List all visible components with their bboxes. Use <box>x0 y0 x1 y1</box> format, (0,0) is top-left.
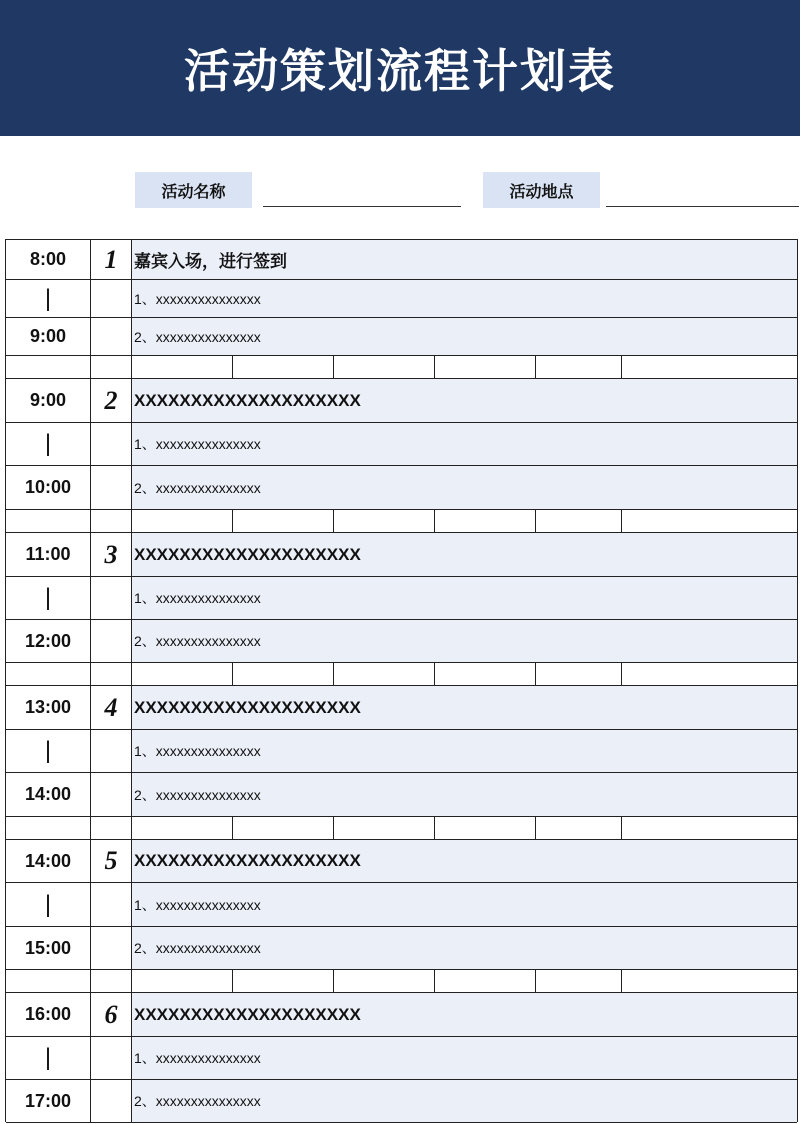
spacer-cell <box>334 356 435 378</box>
spacer-cell <box>6 510 91 532</box>
start-time: 9:00 <box>6 379 91 422</box>
schedule-row-heading <box>6 686 797 730</box>
spacer-cell <box>6 970 91 992</box>
number-cell <box>91 883 132 926</box>
step-number: 2 <box>91 379 132 422</box>
number-cell <box>91 773 132 816</box>
step-item[interactable]: 2、xxxxxxxxxxxxxxx <box>132 620 797 662</box>
step-number: 4 <box>91 686 132 729</box>
spacer-cell <box>233 510 334 532</box>
spacer-cell <box>132 356 233 378</box>
schedule-row-item <box>6 318 797 356</box>
number-cell <box>91 577 132 619</box>
spacer-cell <box>334 663 435 685</box>
schedule-row-heading <box>6 993 797 1037</box>
number-cell <box>91 730 132 772</box>
spacer-row <box>6 970 797 993</box>
spacer-cell <box>435 663 536 685</box>
step-heading[interactable]: XXXXXXXXXXXXXXXXXXXX <box>132 379 797 422</box>
step-item[interactable]: 1、xxxxxxxxxxxxxxx <box>132 577 797 619</box>
schedule-table <box>5 239 798 1122</box>
schedule-row-heading <box>6 533 797 577</box>
spacer-cell <box>6 663 91 685</box>
step-heading[interactable]: XXXXXXXXXXXXXXXXXXXX <box>132 533 797 576</box>
spacer-cell <box>622 510 797 532</box>
spacer-cell <box>132 663 233 685</box>
number-cell <box>91 423 132 465</box>
spacer-row <box>6 663 797 686</box>
schedule-row-item <box>6 773 797 817</box>
spacer-cell <box>622 970 797 992</box>
spacer-cell <box>435 970 536 992</box>
time-separator: | <box>6 577 91 619</box>
number-cell <box>91 318 132 355</box>
start-time: 14:00 <box>6 840 91 882</box>
number-cell <box>91 927 132 969</box>
number-cell <box>91 1080 132 1122</box>
start-time: 11:00 <box>6 533 91 576</box>
schedule-row-heading <box>6 379 797 423</box>
time-separator: | <box>6 730 91 772</box>
schedule-row-item <box>6 620 797 663</box>
activity-place-field[interactable] <box>606 206 799 207</box>
step-number: 6 <box>91 993 132 1036</box>
schedule-row-item <box>6 280 797 318</box>
step-item[interactable]: 2、xxxxxxxxxxxxxxx <box>132 466 797 509</box>
step-item[interactable]: 2、xxxxxxxxxxxxxxx <box>132 318 797 355</box>
spacer-cell <box>233 970 334 992</box>
spacer-cell <box>536 970 622 992</box>
time-separator: | <box>6 1037 91 1079</box>
spacer-cell <box>6 356 91 378</box>
page-title: 活动策划流程计划表 <box>184 44 616 98</box>
end-time: 12:00 <box>6 620 91 662</box>
schedule-row-heading <box>6 840 797 883</box>
step-number: 5 <box>91 840 132 882</box>
spacer-cell <box>536 510 622 532</box>
spacer-cell <box>622 817 797 839</box>
spacer-cell <box>91 510 132 532</box>
spacer-cell <box>435 510 536 532</box>
schedule-row-item <box>6 466 797 510</box>
end-time: 17:00 <box>6 1080 91 1122</box>
spacer-cell <box>622 356 797 378</box>
spacer-cell <box>622 663 797 685</box>
spacer-cell <box>334 510 435 532</box>
end-time: 15:00 <box>6 927 91 969</box>
schedule-row-heading <box>6 240 797 280</box>
step-item[interactable]: 2、xxxxxxxxxxxxxxx <box>132 773 797 816</box>
spacer-cell <box>91 356 132 378</box>
number-cell <box>91 1037 132 1079</box>
end-time: 10:00 <box>6 466 91 509</box>
spacer-cell <box>132 510 233 532</box>
spacer-row <box>6 817 797 840</box>
step-item[interactable]: 1、xxxxxxxxxxxxxxx <box>132 883 797 926</box>
start-time: 8:00 <box>6 240 91 279</box>
step-item[interactable]: 1、xxxxxxxxxxxxxxx <box>132 1037 797 1079</box>
schedule-row-item <box>6 1037 797 1080</box>
step-number: 1 <box>91 240 132 279</box>
step-item[interactable]: 1、xxxxxxxxxxxxxxx <box>132 423 797 465</box>
step-heading[interactable]: XXXXXXXXXXXXXXXXXXXX <box>132 840 797 882</box>
schedule-row-item <box>6 577 797 620</box>
spacer-cell <box>233 663 334 685</box>
spacer-cell <box>233 356 334 378</box>
spacer-cell <box>233 817 334 839</box>
schedule-row-item <box>6 730 797 773</box>
spacer-cell <box>132 970 233 992</box>
step-heading[interactable]: XXXXXXXXXXXXXXXXXXXX <box>132 993 797 1036</box>
schedule-row-item <box>6 927 797 970</box>
time-separator: | <box>6 423 91 465</box>
number-cell <box>91 620 132 662</box>
step-item[interactable]: 1、xxxxxxxxxxxxxxx <box>132 280 797 317</box>
spacer-row <box>6 356 797 379</box>
time-separator: | <box>6 280 91 317</box>
spacer-cell <box>132 817 233 839</box>
page-header <box>0 0 800 136</box>
number-cell <box>91 280 132 317</box>
spacer-cell <box>435 817 536 839</box>
number-cell <box>91 466 132 509</box>
spacer-cell <box>536 817 622 839</box>
time-separator: | <box>6 883 91 926</box>
activity-name-field[interactable] <box>263 206 461 207</box>
spacer-cell <box>91 663 132 685</box>
activity-place-label: 活动地点 <box>483 172 600 208</box>
end-time: 9:00 <box>6 318 91 355</box>
step-heading[interactable]: XXXXXXXXXXXXXXXXXXXX <box>132 686 797 729</box>
start-time: 16:00 <box>6 993 91 1036</box>
start-time: 13:00 <box>6 686 91 729</box>
spacer-cell <box>334 970 435 992</box>
spacer-cell <box>334 817 435 839</box>
spacer-row <box>6 510 797 533</box>
spacer-cell <box>435 356 536 378</box>
step-heading[interactable]: 嘉宾入场，进行签到 <box>132 240 797 279</box>
spacer-cell <box>6 817 91 839</box>
end-time: 14:00 <box>6 773 91 816</box>
step-item[interactable]: 2、xxxxxxxxxxxxxxx <box>132 1080 797 1122</box>
spacer-cell <box>91 970 132 992</box>
spacer-cell <box>91 817 132 839</box>
schedule-row-item <box>6 883 797 927</box>
schedule-row-item <box>6 1080 797 1123</box>
step-number: 3 <box>91 533 132 576</box>
spacer-cell <box>536 663 622 685</box>
step-item[interactable]: 1、xxxxxxxxxxxxxxx <box>132 730 797 772</box>
step-item[interactable]: 2、xxxxxxxxxxxxxxx <box>132 927 797 969</box>
schedule-row-item <box>6 423 797 466</box>
activity-name-label: 活动名称 <box>135 172 252 208</box>
spacer-cell <box>536 356 622 378</box>
